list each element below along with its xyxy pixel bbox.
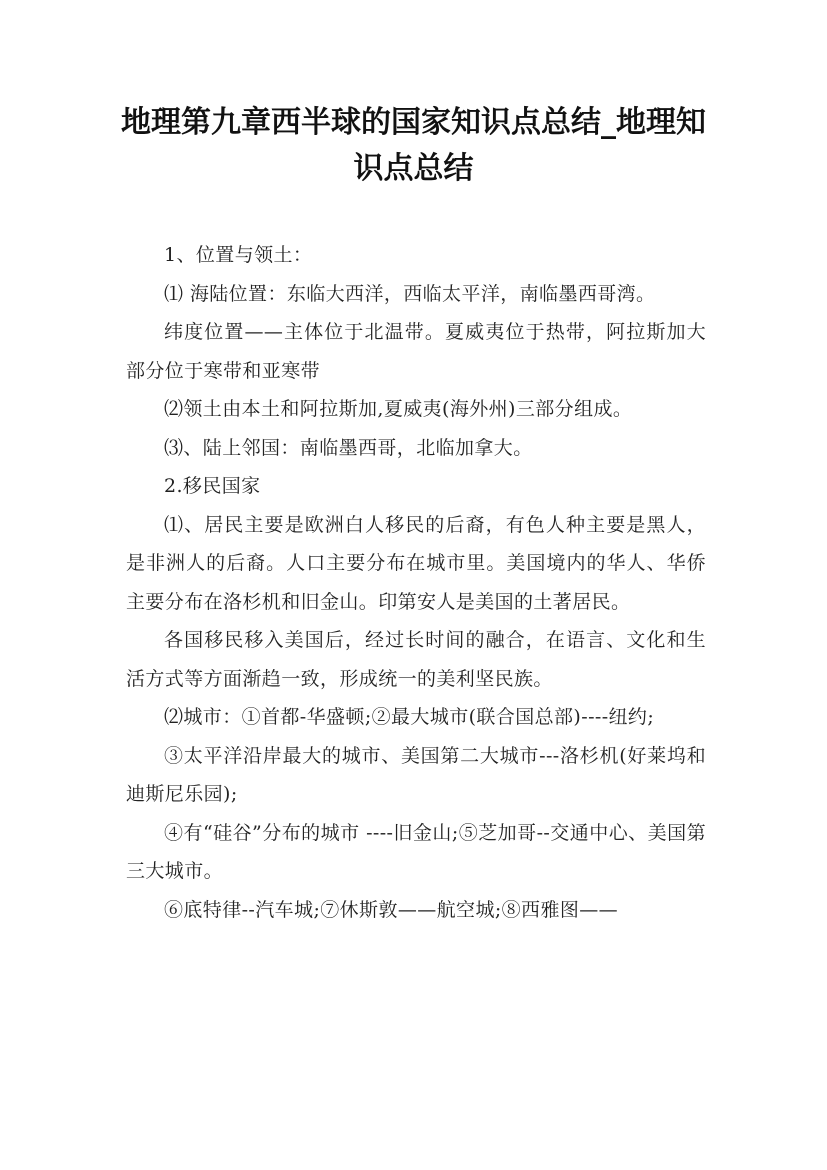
paragraph: 纬度位置——主体位于北温带。夏威夷位于热带，阿拉斯加大部分位于寒带和亚寒带 — [126, 321, 706, 382]
paragraph: ⑶、陆上邻国：南临墨西哥，北临加拿大。 — [164, 436, 533, 459]
paragraph: ③太平洋沿岸最大的城市、美国第二大城市---洛杉机(好莱坞和迪斯尼乐园); — [126, 744, 706, 805]
paragraph: 2.移民国家 — [164, 475, 261, 497]
paragraph: ⑵领土由本土和阿拉斯加,夏威夷(海外州)三部分组成。 — [164, 398, 633, 420]
paragraph: ⑥底特律--汽车城;⑦休斯敦——航空城;⑧西雅图—— — [164, 898, 619, 921]
paragraph: 各国移民移入美国后，经过长时间的融合，在语言、文化和生活方式等方面渐趋一致，形成统一的美利坚民族。 — [126, 629, 706, 690]
paragraph: ④有“硅谷”分布的城市 ----旧金山;⑤芝加哥--交通中心、美国第三大城市。 — [126, 821, 706, 882]
document-title: 地理第九章西半球的国家知识点总结_地理知识点总结 — [121, 105, 706, 186]
paragraph: ⑴ 海陆位置：东临大西洋，西临太平洋，南临墨西哥湾。 — [164, 282, 656, 305]
document-body — [126, 236, 706, 929]
paragraph: 1、位置与领土： — [164, 244, 313, 266]
paragraph: ⑵城市：①首都-华盛顿;②最大城市(联合国总部)----纽约; — [164, 706, 655, 728]
paragraph: ⑴、居民主要是欧洲白人移民的后裔，有色人种主要是黑人，是非洲人的后裔。人口主要分布在城市里。美国境内的华人、华侨主要分布在洛杉机和旧金山。印第安人是美国的土著居民。 — [126, 513, 706, 613]
